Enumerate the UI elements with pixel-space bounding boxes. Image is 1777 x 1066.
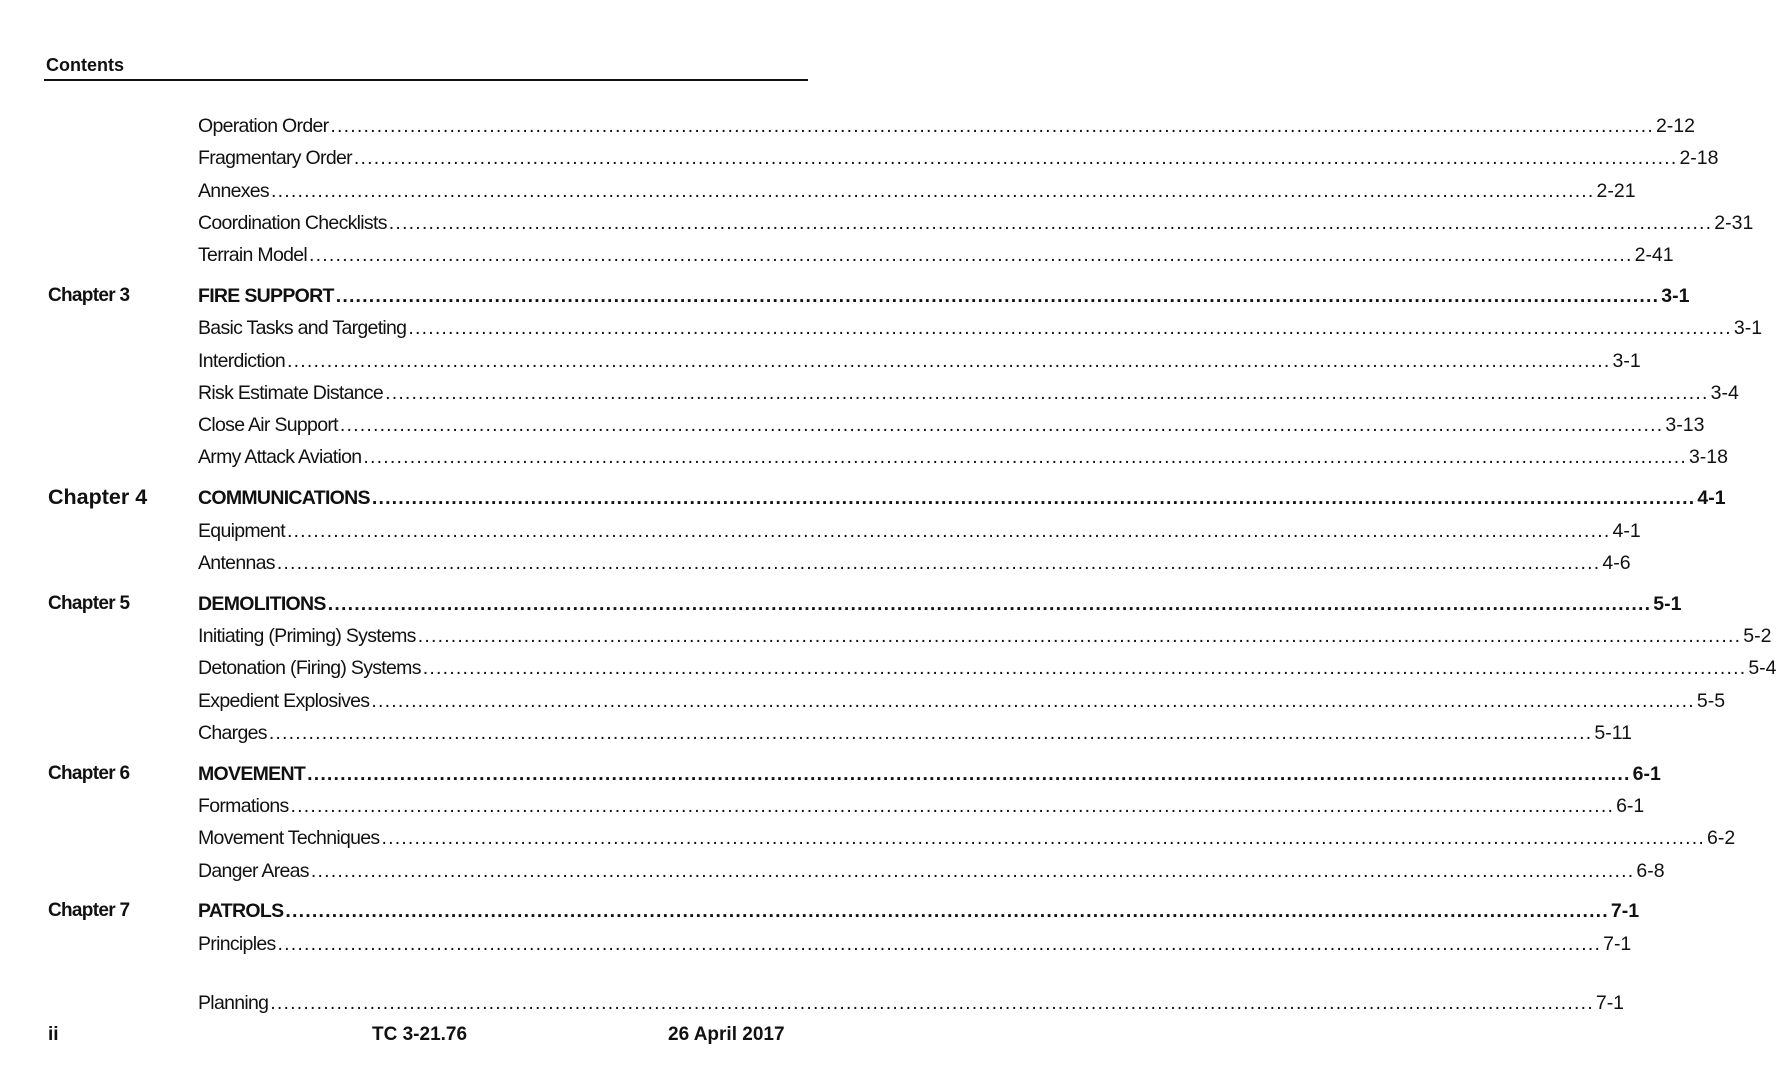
entry-title: Principles (198, 932, 276, 955)
footer-date: 26 April 2017 (668, 1024, 785, 1045)
footer-page-number: ii (48, 1024, 59, 1045)
entry-title: Close Air Support (198, 414, 338, 437)
entry-title: Formations (198, 794, 289, 817)
toc-entry-link[interactable] (198, 721, 1632, 745)
toc-row (0, 178, 1636, 210)
toc-entry-link[interactable] (198, 414, 1705, 437)
entry-page: 3-1 (1612, 349, 1641, 372)
chapter-label: Chapter 5 (48, 592, 130, 614)
dot-leader: ........................................................................................................................................................................................................ (371, 487, 1696, 510)
toc-row (0, 761, 1661, 793)
dot-leader: ........................................................................................................................................................................................................ (381, 827, 1705, 850)
chapter-label: Chapter 4 (48, 485, 148, 510)
toc-entry-link[interactable] (198, 519, 1641, 543)
dot-leader: ........................................................................................................................................................................................................ (353, 147, 1678, 170)
chapter-label: Chapter 3 (48, 284, 130, 306)
toc-entry-link[interactable] (198, 689, 1726, 713)
entry-page: 3-1 (1661, 284, 1690, 307)
entry-title: Army Attack Aviation (198, 446, 362, 469)
toc-row (0, 898, 1640, 930)
entry-title: Danger Areas (198, 859, 309, 882)
toc-entry-link[interactable] (198, 487, 1726, 510)
dot-leader: ........................................................................................................................................................................................................ (268, 721, 1593, 744)
toc-row (0, 990, 1625, 1022)
table-of-contents (0, 113, 1777, 1022)
entry-page: 4-1 (1697, 487, 1726, 510)
entry-page: 7-1 (1610, 900, 1640, 923)
header-rule (44, 79, 808, 81)
entry-title: Charges (198, 721, 267, 744)
dot-leader: ........................................................................................................................................................................................................ (422, 657, 1747, 680)
entry-title: Expedient Explosives (198, 689, 370, 712)
toc-row (0, 242, 1674, 274)
dot-leader: ........................................................................................................................................................................................................ (385, 381, 1709, 404)
chapter-label: Chapter 6 (48, 762, 130, 784)
dot-leader: ........................................................................................................................................................................................................ (388, 211, 1713, 234)
toc-row (0, 720, 1632, 752)
entry-page: 5-5 (1696, 689, 1726, 712)
entry-page: 4-1 (1612, 519, 1641, 542)
toc-row (0, 591, 1682, 623)
toc-row (0, 655, 1777, 687)
toc-entry-link[interactable] (198, 446, 1728, 469)
chapter-label: Chapter 7 (48, 900, 130, 922)
toc-row (0, 485, 1726, 517)
entry-page: 7-1 (1603, 932, 1632, 955)
entry-title: Fragmentary Order (198, 147, 352, 170)
entry-title: Basic Tasks and Targeting (198, 317, 407, 340)
entry-page: 5-2 (1743, 624, 1772, 647)
entry-page: 3-18 (1688, 446, 1728, 469)
toc-entry-link[interactable] (198, 859, 1665, 883)
dot-leader: ........................................................................................................................................................................................................ (285, 900, 1609, 923)
toc-entry-link[interactable] (198, 900, 1640, 923)
toc-row (0, 145, 1719, 177)
entry-page: 6-2 (1707, 827, 1736, 850)
dot-leader: ........................................................................................................................................................................................................ (270, 991, 1594, 1014)
entry-page: 3-1 (1733, 317, 1763, 340)
toc-row (0, 688, 1726, 720)
entry-title: FIRE SUPPORT (198, 284, 334, 307)
dot-leader: ........................................................................................................................................................................................................ (310, 859, 1635, 882)
dot-leader: ........................................................................................................................................................................................................ (335, 284, 1660, 307)
toc-entry-link[interactable] (198, 115, 1695, 138)
toc-row (0, 113, 1695, 145)
toc-entry-link[interactable] (198, 317, 1763, 340)
toc-entry-link[interactable] (198, 991, 1625, 1015)
toc-row (0, 623, 1772, 655)
toc-row (0, 412, 1705, 444)
entry-page: 5-1 (1653, 592, 1682, 615)
toc-entry-link[interactable] (198, 657, 1777, 680)
entry-title: Annexes (198, 179, 269, 202)
toc-entry-link[interactable] (198, 624, 1772, 648)
entry-page: 2-21 (1596, 179, 1636, 202)
entry-title: Antennas (198, 551, 275, 574)
toc-entry-link[interactable] (198, 147, 1719, 170)
entry-title: Coordination Checklists (198, 211, 387, 234)
entry-title: Initiating (Priming) Systems (198, 624, 416, 647)
toc-row (0, 348, 1641, 380)
entry-title: Terrain Model (198, 244, 308, 267)
entry-page: 2-12 (1655, 115, 1695, 137)
footer-doc-id: TC 3-21.76 (372, 1024, 468, 1045)
dot-leader: ........................................................................................................................................................................................................ (339, 414, 1664, 437)
dot-leader: ........................................................................................................................................................................................................ (276, 551, 1601, 574)
toc-row (0, 858, 1665, 890)
toc-row (0, 380, 1739, 412)
toc-row (0, 550, 1631, 582)
entry-page: 6-8 (1636, 859, 1665, 882)
toc-row (0, 315, 1763, 347)
entry-page: 6-1 (1632, 762, 1661, 785)
entry-title: Operation Order (198, 115, 329, 137)
toc-row (0, 283, 1690, 315)
entry-title: Interdiction (198, 349, 285, 372)
entry-page: 3-13 (1665, 414, 1705, 437)
toc-entry-link[interactable] (198, 932, 1632, 956)
entry-title: Equipment (198, 519, 285, 542)
toc-entry-link[interactable] (198, 211, 1754, 235)
dot-leader: ........................................................................................................................................................................................................ (371, 689, 1695, 712)
entry-title: PATROLS (198, 900, 284, 923)
toc-row (0, 210, 1754, 242)
entry-page: 2-18 (1679, 147, 1719, 170)
entry-page: 5-11 (1594, 721, 1632, 744)
dot-leader: ........................................................................................................................................................................................................ (309, 244, 1633, 267)
entry-title: Planning (198, 991, 269, 1014)
toc-entry-link[interactable] (198, 284, 1690, 308)
dot-leader: ........................................................................................................................................................................................................ (408, 317, 1732, 340)
toc-row (0, 793, 1645, 825)
toc-entry-link[interactable] (198, 827, 1736, 850)
entry-page: 2-41 (1634, 244, 1674, 267)
entry-title: Risk Estimate Distance (198, 381, 384, 404)
toc-entry-link[interactable] (198, 244, 1674, 267)
entry-title: Detonation (Firing) Systems (198, 657, 421, 680)
dot-leader: ........................................................................................................................................................................................................ (330, 115, 1654, 137)
toc-entry-link[interactable] (198, 551, 1631, 575)
entry-page: 6-1 (1616, 794, 1645, 817)
toc-entry-link[interactable] (198, 762, 1661, 786)
toc-entry-link[interactable] (198, 794, 1645, 818)
entry-page: 5-4 (1748, 657, 1777, 680)
entry-page: 2-31 (1714, 211, 1754, 234)
toc-row (0, 444, 1728, 476)
toc-entry-link[interactable] (198, 592, 1682, 616)
entry-title: Movement Techniques (198, 827, 380, 850)
entry-title: COMMUNICATIONS (198, 487, 370, 510)
dot-leader: ........................................................................................................................................................................................................ (327, 592, 1652, 615)
entry-title: MOVEMENT (198, 762, 306, 785)
dot-leader: ........................................................................................................................................................................................................ (277, 932, 1602, 955)
toc-row (0, 518, 1641, 550)
toc-row (0, 931, 1632, 963)
entry-title: DEMOLITIONS (198, 592, 326, 615)
toc-entry-link[interactable] (198, 349, 1641, 373)
dot-leader: ........................................................................................................................................................................................................ (363, 446, 1687, 469)
dot-leader: ........................................................................................................................................................................................................ (271, 179, 1595, 202)
toc-entry-link[interactable] (198, 381, 1739, 405)
toc-entry-link[interactable] (198, 179, 1636, 203)
dot-leader: ........................................................................................................................................................................................................ (307, 762, 1631, 785)
dot-leader: ........................................................................................................................................................................................................ (286, 519, 1611, 542)
page-header-title: Contents (46, 55, 124, 75)
entry-page: 7-1 (1595, 991, 1625, 1014)
dot-leader: ........................................................................................................................................................................................................ (287, 349, 1611, 372)
entry-page: 4-6 (1602, 551, 1631, 574)
dot-leader: ........................................................................................................................................................................................................ (290, 794, 1615, 817)
toc-row (0, 825, 1736, 857)
entry-page: 3-4 (1710, 381, 1739, 404)
dot-leader: ........................................................................................................................................................................................................ (417, 624, 1742, 647)
